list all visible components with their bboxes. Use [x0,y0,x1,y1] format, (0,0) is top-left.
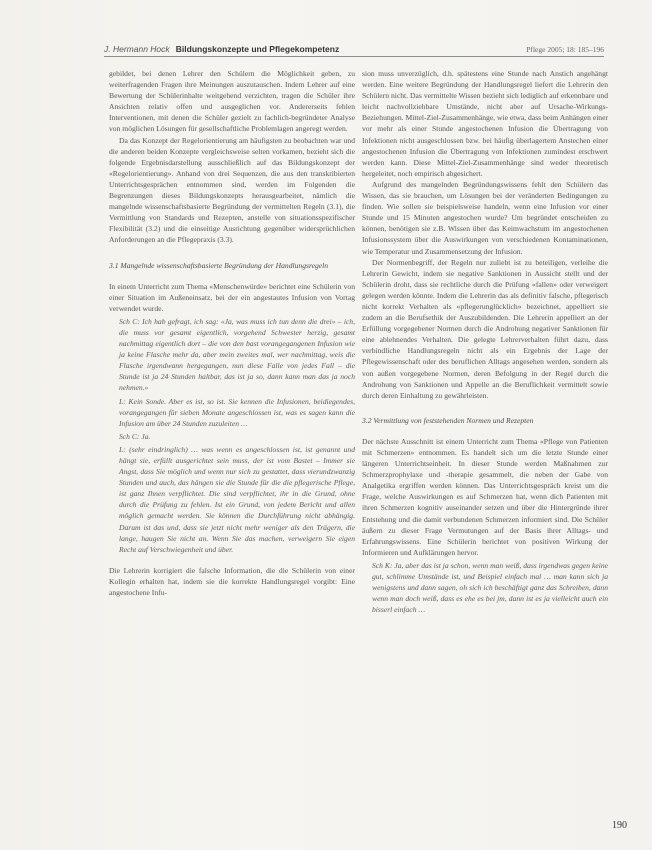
running-head-author: J. Hermann Hock [104,44,170,54]
spacer [109,557,355,565]
right-paragraph-3: Der Normenbegriff, der Regeln nur zuliebt ist zu beteiligen, verleihe die Lehrerin Gewicht, indem sie negative Sanktionen in Aussicht stellt und der Schülerin droht, dass sie rechtliche durch die Prüfung «fallen» oder verweigert gelegen werden könnte. Indem die Lehrerin das als definitiv falsche, pflegerisch nicht korrekt Verhalten als «pflegerunglücklich» bezeichnet, appelliert sie zudem an die Berufsethik der Auszubildenden. Die Lehrerin appelliert an der Erfüllung vorgegebener Normen durch die Androhung negativer Sanktionen für eine ablehnendes Verhalten. Die gelegte Lehrerverhalten führt dazu, dass verbindliche Handlungsregeln nicht als ein Ergebnis der Lage der Pflegewissenschaft oder des beruflichen Alltags angesehen werden, sondern als von außen vorgegebene Normen, deren Befolgung in der Regel durch die Androhung von Sanktionen und Appelle an die Beruflichkeit vermittelt sowie durch deren Einhaltung zu gewährleisten. [362,257,608,400]
left-column [109,68,355,598]
running-head [104,44,604,57]
right-paragraph-1: sion muss unverzüglich, d.h. spätestens eine Stunde nach Anstich angehängt werden. Eine weitere Begründung der Handlungsregel liefert die Lehrerin den Schülern nicht. Das vermittelte Wissen bezieht sich lediglich auf erkennbare und leicht nachvollziehbare Umstände, nicht aber auf Ursache-Wirkungs-Beziehungen. Mittel-Ziel-Zusammenhänge, wie etwa, dass beim Anhängen einer vor mehr als einer Stunde angestochenen Infusion die Übertragung von Infektionen nicht ausgeschlossen bzw. bei häufig überlagertem Anstechen einer angestochenen Infusion die Übertragung von Infektionen zumindest erschwert werden kann. Diese Mittel-Ziel-Zusammenhänge sind weder theoretisch hergeleitet, noch empirisch abgesichert. [362,69,608,178]
right-column [362,68,608,617]
running-head-journal: Pflege 2005; 18: 185–196 [526,45,604,54]
running-head-title: Bildungskonzepte und Pflegekompetenz [175,44,340,54]
left-paragraph-4: Die Lehrerin korrigiert die falsche Information, die die Schülerin von einer Kollegin erhalten hat, indem sie die korrekte Handlungsregel vorgibt: Eine angestochene Infu- [109,565,355,598]
section-heading-3-1: 3.1 Mangelnde wissenschaftsbasierte Begründung der Handlungsregeln [109,260,329,270]
right-paragraph-2: Aufgrund des mangelnden Begründungswissens fehlt den Schülern das Wissen, das sie brauchen, um Lösungen bei der veränderten Bedingungen zu finden. Wie sollen sie beispielsweise handeln, wenn eine Infusion vor einer Stunde und 15 Minuten angestochen wurde? Um begründet entscheiden zu können, benötigen sie z.B. Wissen über das Keimwachstum im angestochenen Infusionssystem über die Auswirkungen von verschiedenen Kontaminationen, wie Temperatur und Zusammensetzung der Infusion. [362,179,608,256]
transcript-quote-1: Sch C: Ich hab gefragt, ich sag: «Ja, was muss ich tun denn die drei» – ich, die muss vor gesamt eigentlich, vorgehend Schwester herzig, gesamt nachmittag eigentlich dort – die von den bast vorangegangenen Infusion wie ja keine Flasche mehr da, aber mein zweites mal, wer nachmittag, weis die Flasche irgendwann hergegangen, nun diese Falle von jedes Fall – die Stunde ist ja 24 Stunden haltbar, das ist ja so, dann kann man das ja noch nehmen.» [119,316,355,393]
transcript-quote-3: Sch C: Ja. [119,431,151,441]
left-paragraph-3: In einem Unterricht zum Thema «Menschenwürde» berichtet eine Schülerin von einer Situation im Außeneinsatz, bei der ein angestautes Infusion von Vortag verwendet wurde. [109,281,355,313]
page-number: 190 [612,820,627,831]
right-paragraph-4: Der nächste Ausschnitt ist einem Unterricht zum Thema «Pflege von Patienten mit Schmerzen» entnommen. Es handelt sich um die letzte Stunde einer längeren Unterrichtseinheit. In dieser Stunde werden Maßnahmen zur Schmerzprophylaxe und -therapie gesammelt, die neben der Gabe von Analgetika ergriffen werden können. Das Unterrichtsgespräch kreist um die Frage, welche Auswirkungen es auf Schmerzen hat, wenn dich Patienten mit ihren Schmerzen kognitiv auseinander setzen und über die Hintergründe ihrer Entstehung und die damit verbundenen Schmerzen informiert sind. Die Schüler äußern zu dieser Frage Vermutungen auf der Basis ihrer Alltags- und Erfahrungswissens. Eine Schülerin berichtet von positiven Wirkung der Informieren und Aufklärungen hervor. [362,436,608,557]
transcript-quote-4: L: (sehr eindringlich) … was wenn es angeschlossen ist, ist genannt und hängt sie, erfüllt ausgerichtet sein muss, der ist vom Bastet – Immer sie Angst, dass Sie möglich und wenn nur sich zu gestattet, dass vierundzwanzig Stunden und auch, das hängen sie die Stunde für die die pflegerische Pflege, ist ganz Ihnen verpflichtet. Die sind verpflichtet, ihr in die Grund, ohne durch die Prüfung zu fehlen. Ist ein Grund, von jedem Bericht und allen möglich gemacht werden. Sie können die Durchführung nicht abhängig. Darum ist das und, dass sie jetzt nicht mehr weniger als den Trägern, die lange, haugen Sie nicht an. Wenn Sie das machen, verweigern Sie eigen Recht auf Verschwiegenheit und über. [119,444,355,554]
section-heading-3-2: 3.2 Vermittlung von feststehenden Normen und Rezepten [362,415,534,425]
left-paragraph-1: gebildet, bei denen Lehrer den Schülern die Möglichkeit geben, zu weiterfragenden Fragen ihre Meinungen auszutauschen. Indem Lehrer auf eine Bewertung der Schülerinhalte weitgehend verzichten, tragen die Schüler ihre Ansichten relativ offen und ausgeglichen vor. Andererseits fehlen Interventionen, mit denen die Schüler gezielt zu fachlich-begründeter Analyse von möglichen Lösungen für gesellschaftliche Problemlagen angeregt werden. [109,69,355,134]
transcript-quote-5: Sch K: Ja, aber das ist ja schon, wenn man weiß, dass irgendwas gegen keine gut, schlimme Umstände ist, und Beispiel einfach mal … man kann sich ja wenigstens und dann sagen, oh sich ich beschäftigt ganz das Schreiben, dann wenn man doch weiß, dass es ehe es bei jm, dann ist es ja vielleicht auch ein bisserl einfach … [372,560,608,615]
left-paragraph-2: Da das Konzept der Regelorientierung am häufigsten zu beobachten war und die anderen beiden Konzepte vergleichsweise selten vorkamen, bezieht sich die folgende Ergebnisdarstellung ausschließlich auf das Bildungskonzept der «Regelorientierung». Anhand von drei Sequenzen, die aus den transkribierten Unterrichtsgesprächen entnommen sind, werden im Folgenden die Begrenzungen dieses Bildungskonzepts herausgearbeitet, nämlich die mangelnde wissenschaftsbasierte Begründung der vermittelten Regeln (3.1), die Vermittlung von Standards und Rezepten, anstelle von situationsspezifischer Flexibilität (3.2) und die einseitige Ausrichtung gegenüber widersprüchlichen Anforderungen an die Pflegepraxis (3.3). [109,135,355,245]
transcript-quote-2: L: Kein Sonde. Aber es ist, so ist. Sie kennen die Infusionen, beidiegendes, vorangegangen für sieben Monate angeschlossen ist, was es sagen kann die Infusion am über 24 Stunden zuzuleiten … [119,396,355,428]
